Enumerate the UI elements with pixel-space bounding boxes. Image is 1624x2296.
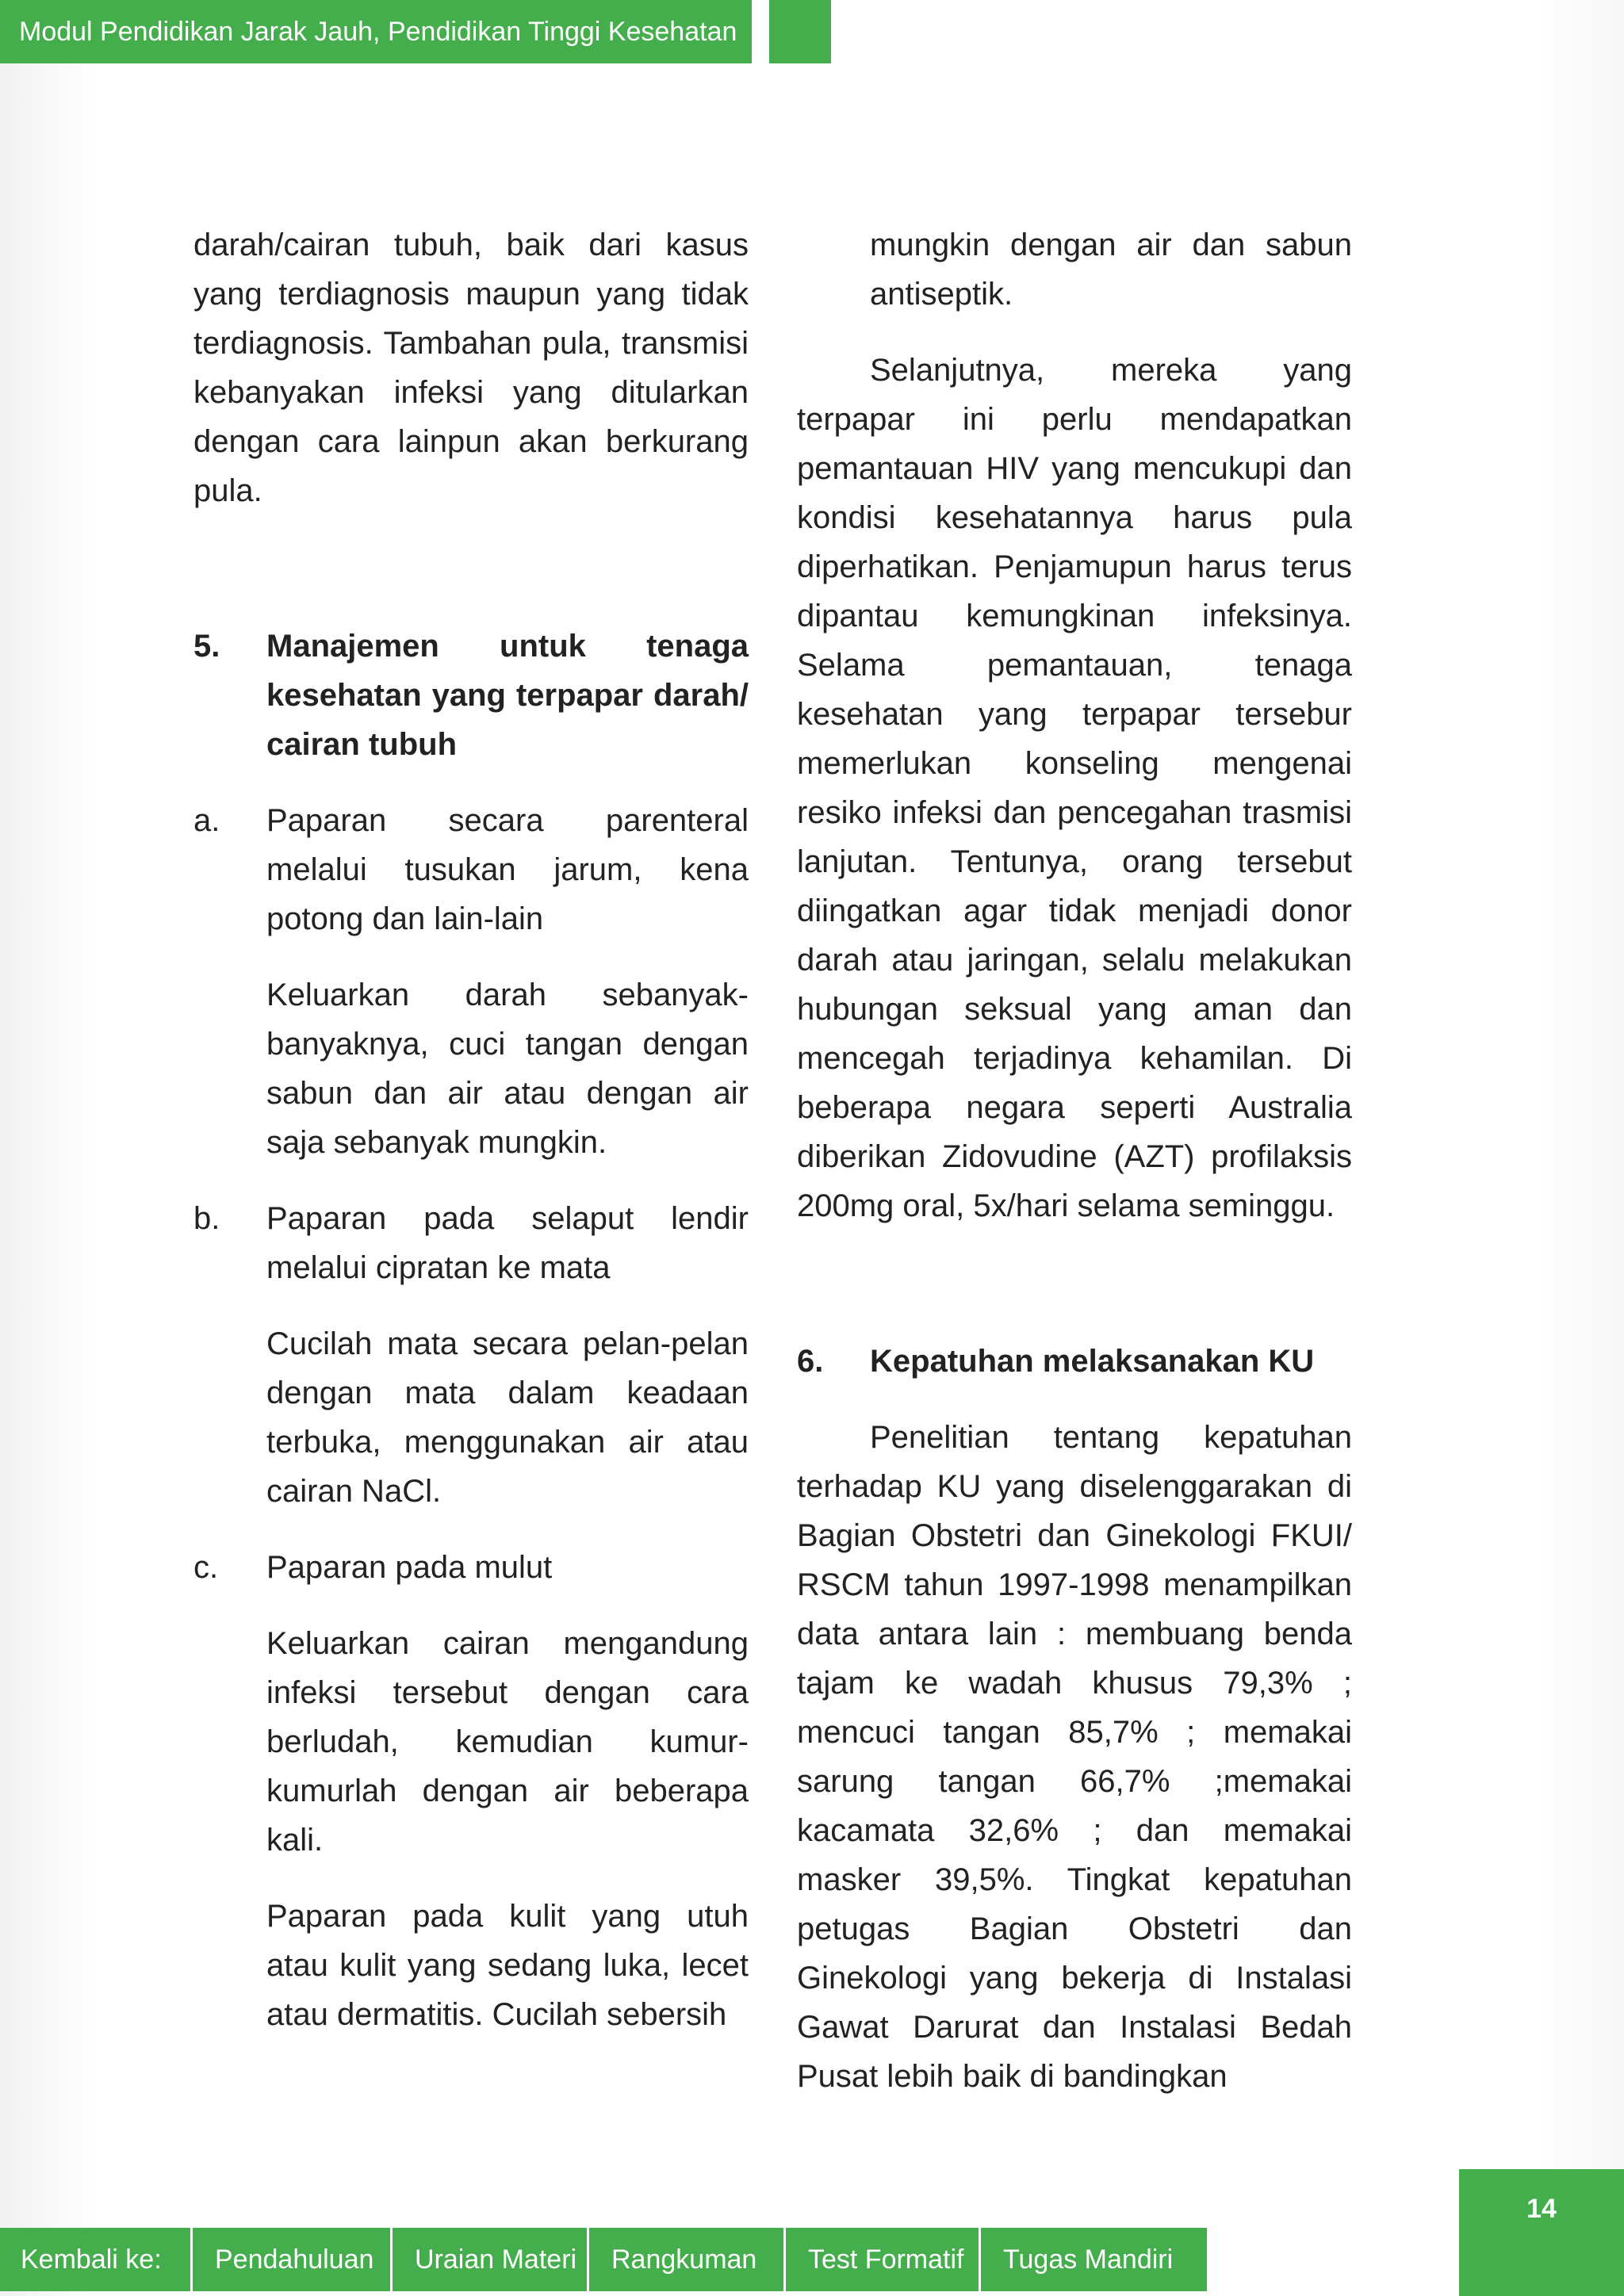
section-5-number: 5. [193, 629, 220, 664]
module-title: Modul Pendidikan Jarak Jauh, Pendidikan Tinggi Kesehatan [19, 17, 737, 47]
page-number-label: 14 [1526, 2194, 1557, 2224]
section-6-heading [797, 1337, 1352, 1386]
list-item-a-text: Keluarkan darah sebanyak-banyaknya, cuci tangan dengan sabun dan air atau dengan air saja sebanyak mungkin. [266, 978, 749, 1160]
list-item-c-text: Keluarkan cairan mengandung infeksi tersebut dengan cara berludah, kemudian kumur-kumurlah dengan air beberapa kali. [266, 1626, 749, 1858]
nav-link-rangkuman[interactable]: Rangkuman [589, 2228, 786, 2291]
list-marker-c: c. [193, 1550, 219, 1585]
section-6-title: Kepatuhan melaksanakan KU [870, 1344, 1315, 1379]
list-item-a [193, 796, 749, 943]
list-item-b-title: Paparan pada selaput lendir melalui cipratan ke mata [266, 1201, 749, 1285]
nav-link-pendahuluan[interactable]: Pendahuluan [193, 2228, 393, 2291]
nav-back-label: Kembali ke: [0, 2228, 193, 2291]
list-marker-b: b. [193, 1201, 220, 1236]
nav-link-uraian-materi[interactable]: Uraian Materi [393, 2228, 589, 2291]
nav-link-test-formatif[interactable]: Test Formatif [786, 2228, 981, 2291]
monitoring-paragraph: Selanjutnya, mereka yang terpapar ini perlu mendapatkan pemantauan HIV yang mencukupi dan kondisi kesehatannya harus pula diperhatikan. Penjamupun harus terus dipantau kemungkinan infeksinya. Selama pemantauan, tenaga kesehatan yang terpapar tersebur memerlukan konseling mengenai resiko infeksi dan pencegahan trasmisi lanjutan. Tentunya, orang tersebut diingatkan agar tidak menjadi donor darah atau jaringan, selalu melakukan hubungan seksual yang aman dan mencegah terjadinya kehamilan. Di beberapa negara seperti Australia diberikan Zidovudine (AZT) profilaksis 200mg oral, 5x/hari selama seminggu. [797, 353, 1352, 1223]
list-item-c-text-2: Paparan pada kulit yang utuh atau kulit yang sedang luka, lecet atau dermatitis. Cucilah sebersih [266, 1899, 749, 2032]
footer-navigation [0, 2228, 1207, 2291]
spacer [797, 1257, 1352, 1337]
left-page-shade [0, 0, 95, 2296]
list-item-b-text: Cucilah mata secara pelan-pelan dengan mata dalam keadaan terbuka, menggunakan air atau cairan NaCl. [266, 1326, 749, 1509]
left-column [193, 220, 749, 2066]
page-number [1459, 2169, 1624, 2296]
right-column [797, 220, 1352, 2128]
continuation-paragraph: mungkin dengan air dan sabun antiseptik. [870, 228, 1352, 312]
list-item-c-title: Paparan pada mulut [266, 1550, 553, 1585]
module-header-bar [0, 0, 752, 63]
spacer [193, 542, 749, 622]
compliance-paragraph: Penelitian tentang kepatuhan terhadap KU yang diselenggarakan di Bagian Obstetri dan Ginekologi FKUI/ RSCM tahun 1997-1998 menampilkan data antara lain : membuang benda tajam ke wadah khusus 79,3% ; mencuci tangan 85,7% ; memakai sarung tangan 66,7% ;memakai kacamata 32,6% ; dan memakai masker 39,5%. Tingkat kepatuhan petugas Bagian Obstetri dan Ginekologi yang bekerja di Instalasi Gawat Darurat dan Instalasi Bedah Pusat lebih baik di bandingkan [797, 1420, 1352, 2094]
section-5-title: Manajemen untuk tenaga kesehatan yang terpapar darah/ cairan tubuh [266, 629, 749, 762]
list-item-a-title: Paparan secara parenteral melalui tusukan jarum, kena potong dan lain-lain [266, 803, 749, 936]
intro-paragraph: darah/cairan tubuh, baik dari kasus yang terdiagnosis maupun yang tidak terdiagnosis. Tambahan pula, transmisi kebanyakan infeksi yang ditularkan dengan cara lainpun akan berkurang pula. [193, 228, 749, 508]
section-5-heading [193, 622, 749, 769]
nav-link-tugas-mandiri[interactable]: Tugas Mandiri [1003, 2244, 1174, 2275]
section-6-number: 6. [797, 1344, 824, 1379]
list-item-c [193, 1543, 749, 1592]
right-page-shade [1537, 0, 1624, 2296]
list-item-b [193, 1194, 749, 1292]
header-accent-square [769, 0, 831, 63]
list-marker-a: a. [193, 803, 220, 838]
